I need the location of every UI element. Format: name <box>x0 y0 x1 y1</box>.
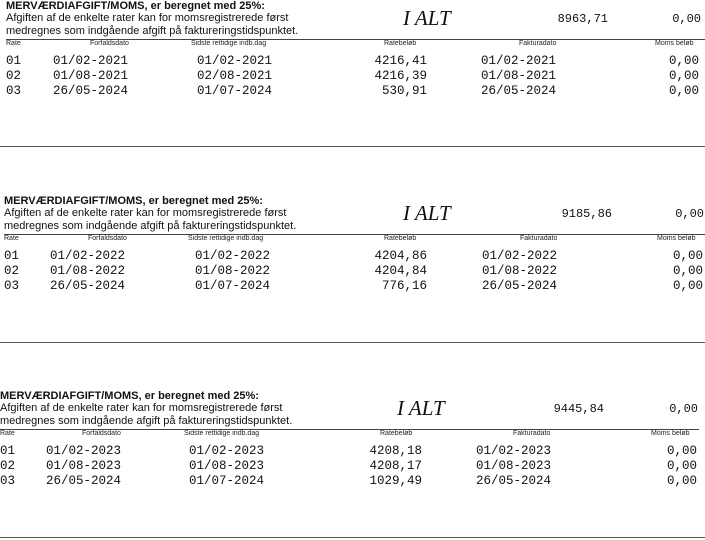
total-moms: 0,00 <box>669 402 698 416</box>
cell-forfaldsdato: 01/02-2023 <box>46 444 122 458</box>
total-label: I ALT <box>403 6 451 30</box>
description-line-2: medregnes som indgående afgift på faktureringstidspunktet. <box>4 220 297 232</box>
cell-forfaldsdato: 01/08-2023 <box>46 459 122 473</box>
cell-ratebeloeb: 4216,41 <box>374 54 427 68</box>
table-row <box>0 474 705 488</box>
cell-fakturadato: 01/02-2021 <box>481 54 557 68</box>
section-title: MERVÆRDIAFGIFT/MOMS, er beregnet med 25%: <box>6 0 265 12</box>
vat-section-1 <box>6 0 705 130</box>
cell-rate: 01 <box>4 249 20 263</box>
cell-rate: 02 <box>4 264 20 278</box>
description-line-2: medregnes som indgående afgift på faktureringstidspunktet. <box>0 415 293 427</box>
cell-sidste-rettidige: 01/02-2023 <box>189 444 265 458</box>
table-row <box>6 69 705 83</box>
cell-rate: 03 <box>6 84 22 98</box>
total-label: I ALT <box>397 396 445 420</box>
cell-rate: 02 <box>6 69 22 83</box>
cell-moms-beloeb: 0,00 <box>666 474 697 488</box>
header-fakturadato: Fakturadato <box>520 235 558 242</box>
cell-moms-beloeb: 0,00 <box>668 69 699 83</box>
cell-moms-beloeb: 0,00 <box>672 264 703 278</box>
header-ratebeloeb: Ratebeløb <box>384 40 417 47</box>
cell-forfaldsdato: 26/05-2024 <box>46 474 122 488</box>
header-forfaldsdato: Forfaldsdato <box>88 235 127 242</box>
cell-rate: 02 <box>0 459 16 473</box>
vat-section-3 <box>0 390 705 520</box>
header-moms-beloeb: Moms beløb <box>655 40 694 47</box>
cell-moms-beloeb: 0,00 <box>668 84 699 98</box>
cell-forfaldsdato: 01/08-2022 <box>50 264 126 278</box>
header-fakturadato: Fakturadato <box>513 430 551 437</box>
header-rule-right <box>299 39 705 40</box>
table-row <box>6 84 705 98</box>
cell-fakturadato: 01/02-2023 <box>476 444 552 458</box>
section-divider <box>0 342 705 343</box>
cell-fakturadato: 01/08-2022 <box>482 264 558 278</box>
section-title: MERVÆRDIAFGIFT/MOMS, er beregnet med 25%: <box>0 390 259 402</box>
header-ratebeloeb: Ratebeløb <box>384 235 417 242</box>
header-rule-right <box>299 234 705 235</box>
section-divider <box>0 537 705 538</box>
description-line-1: Afgiften af de enkelte rater kan for momsregistrerede først <box>0 402 283 414</box>
cell-fakturadato: 01/08-2021 <box>481 69 557 83</box>
cell-forfaldsdato: 26/05-2024 <box>53 84 129 98</box>
cell-ratebeloeb: 776,16 <box>381 279 427 293</box>
header-forfaldsdato: Forfaldsdato <box>82 430 121 437</box>
total-value: 9445,84 <box>553 402 604 416</box>
cell-ratebeloeb: 4208,18 <box>369 444 422 458</box>
header-rate: Rate <box>6 40 21 47</box>
header-fakturadato: Fakturadato <box>519 40 557 47</box>
cell-sidste-rettidige: 01/07-2024 <box>195 279 271 293</box>
cell-sidste-rettidige: 02/08-2021 <box>197 69 273 83</box>
table-row <box>6 54 705 68</box>
cell-forfaldsdato: 01/02-2021 <box>53 54 129 68</box>
total-moms: 0,00 <box>675 207 704 221</box>
header-sidste-rettidige: Sidste rettidige indb.dag <box>184 430 260 437</box>
cell-fakturadato: 01/08-2023 <box>476 459 552 473</box>
cell-rate: 03 <box>0 474 16 488</box>
section-divider <box>0 146 705 147</box>
header-moms-beloeb: Moms beløb <box>657 235 696 242</box>
cell-moms-beloeb: 0,00 <box>672 279 703 293</box>
cell-ratebeloeb: 4204,86 <box>374 249 427 263</box>
cell-ratebeloeb: 530,91 <box>381 84 427 98</box>
cell-fakturadato: 26/05-2024 <box>482 279 558 293</box>
table-row <box>4 264 705 278</box>
cell-ratebeloeb: 1029,49 <box>369 474 422 488</box>
total-label: I ALT <box>403 201 451 225</box>
table-row <box>4 279 705 293</box>
cell-rate: 01 <box>6 54 22 68</box>
section-description <box>4 207 296 233</box>
total-value: 9185,86 <box>561 207 612 221</box>
cell-rate: 01 <box>0 444 16 458</box>
cell-sidste-rettidige: 01/02-2021 <box>197 54 273 68</box>
header-sidste-rettidige: Sidste rettidige indb.dag <box>188 235 264 242</box>
cell-forfaldsdato: 01/02-2022 <box>50 249 126 263</box>
section-description <box>0 402 292 428</box>
cell-ratebeloeb: 4208,17 <box>369 459 422 473</box>
header-sidste-rettidige: Sidste rettidige indb.dag <box>191 40 267 47</box>
vat-section-2 <box>4 195 705 325</box>
cell-sidste-rettidige: 01/08-2023 <box>189 459 265 473</box>
cell-fakturadato: 01/02-2022 <box>482 249 558 263</box>
table-row <box>4 249 705 263</box>
cell-ratebeloeb: 4216,39 <box>374 69 427 83</box>
cell-sidste-rettidige: 01/07-2024 <box>197 84 273 98</box>
header-rule-right <box>293 429 699 430</box>
cell-forfaldsdato: 01/08-2021 <box>53 69 129 83</box>
header-forfaldsdato: Forfaldsdato <box>90 40 129 47</box>
cell-fakturadato: 26/05-2024 <box>476 474 552 488</box>
header-ratebeloeb: Ratebeløb <box>380 430 413 437</box>
section-description <box>6 12 298 38</box>
cell-moms-beloeb: 0,00 <box>666 444 697 458</box>
header-rate: Rate <box>4 235 19 242</box>
cell-moms-beloeb: 0,00 <box>668 54 699 68</box>
cell-moms-beloeb: 0,00 <box>672 249 703 263</box>
total-moms: 0,00 <box>672 12 701 26</box>
description-line-2: medregnes som indgående afgift på faktureringstidspunktet. <box>6 25 299 37</box>
cell-forfaldsdato: 26/05-2024 <box>50 279 126 293</box>
cell-moms-beloeb: 0,00 <box>666 459 697 473</box>
table-row <box>0 459 705 473</box>
cell-fakturadato: 26/05-2024 <box>481 84 557 98</box>
cell-sidste-rettidige: 01/08-2022 <box>195 264 271 278</box>
total-value: 8963,71 <box>557 12 608 26</box>
description-line-1: Afgiften af de enkelte rater kan for momsregistrerede først <box>4 207 287 219</box>
description-line-1: Afgiften af de enkelte rater kan for momsregistrerede først <box>6 12 289 24</box>
cell-ratebeloeb: 4204,84 <box>374 264 427 278</box>
header-moms-beloeb: Moms beløb <box>651 430 690 437</box>
cell-sidste-rettidige: 01/07-2024 <box>189 474 265 488</box>
header-rate: Rate <box>0 430 15 437</box>
section-title: MERVÆRDIAFGIFT/MOMS, er beregnet med 25%: <box>4 195 263 207</box>
cell-rate: 03 <box>4 279 20 293</box>
cell-sidste-rettidige: 01/02-2022 <box>195 249 271 263</box>
table-row <box>0 444 705 458</box>
